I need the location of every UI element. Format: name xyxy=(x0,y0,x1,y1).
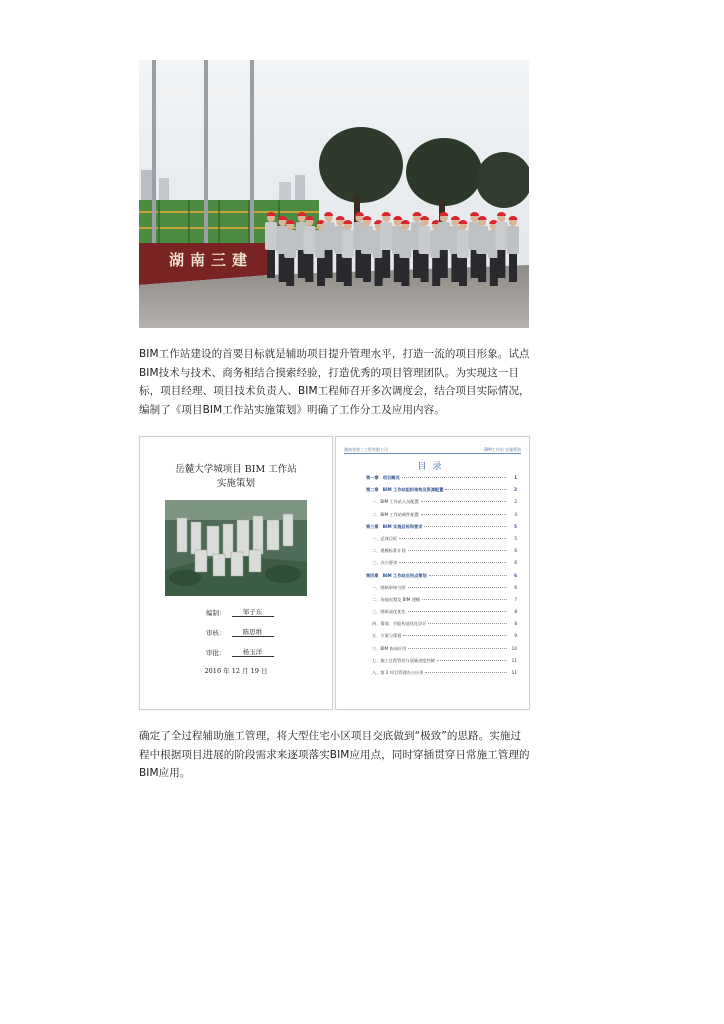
toc-leader-dots xyxy=(399,538,507,539)
toc-entry-title: 第三章 BIM 实施目标和要求 xyxy=(366,523,423,529)
toc-entry-page: 8 xyxy=(514,609,517,615)
toc-entry-title: 二、建模标准计划 xyxy=(372,548,406,554)
toc-entry-page: 6 xyxy=(514,572,517,578)
toc-entry-page: 6 xyxy=(514,560,517,566)
cover-field-label: 编制： xyxy=(206,609,226,617)
toc-entry-title: 二、场地布置及 BIM 建模 xyxy=(372,596,421,602)
toc-entry-page: 5 xyxy=(514,535,517,541)
cover-date: 2016 年 12 月 19 日 xyxy=(204,667,268,675)
toc-entry-title: 二、BIM 工作站硬件配置 xyxy=(372,511,419,517)
toc-entry xyxy=(366,512,517,524)
toc-header-rule xyxy=(344,453,521,454)
toc-leader-dots xyxy=(408,587,507,588)
cover-field-value: 邹子东 xyxy=(232,607,274,617)
toc-entry xyxy=(366,560,517,572)
toc-entry xyxy=(366,609,517,621)
toc-leader-dots xyxy=(429,575,507,576)
toc-leader-dots xyxy=(437,660,507,661)
toc-entry xyxy=(366,536,517,548)
toc-entry-page: 5 xyxy=(514,523,517,529)
toc-entry xyxy=(366,499,517,511)
toc-entry-page: 7 xyxy=(514,596,517,602)
toc-leader-dots xyxy=(425,672,507,673)
toc-entry-title: 一、图纸审核与图 xyxy=(372,584,406,590)
cover-field-reviewer xyxy=(206,627,274,637)
toc-header-left: 湖南省第三工程有限公司 xyxy=(344,447,388,452)
toc-leader-dots xyxy=(421,514,507,515)
toc-entry xyxy=(366,658,517,670)
toc-leader-dots xyxy=(422,599,507,600)
toc-leader-dots xyxy=(403,635,507,636)
toc-entry xyxy=(366,621,517,633)
toc-entry xyxy=(366,548,517,560)
cover-field-author xyxy=(206,607,274,617)
toc-title: 目录 xyxy=(417,462,448,472)
toc-entry-page: 2 xyxy=(514,499,517,505)
toc-list xyxy=(366,475,517,682)
toc-entry-page: 1 xyxy=(514,475,517,480)
company-sign-text: 湖南三建 xyxy=(169,251,254,269)
paragraph-conclusion: 确定了全过程辅助施工管理，将大型住宅小区项目交底做到“极致”的思路。实施过程中根据项目进展的阶段需求来逐项落实BIM应用点，同时穿插贯穿日常施工管理的BIM应用。 xyxy=(139,730,530,779)
toc-entry-page: 2 xyxy=(514,487,517,493)
toc-entry xyxy=(366,597,517,609)
toc-entry-title: 五、方案与策划 xyxy=(372,633,402,639)
toc-leader-dots xyxy=(428,623,507,624)
cover-field-value: 杨玉洋 xyxy=(232,647,274,657)
toc-leader-dots xyxy=(408,550,507,551)
toc-entry xyxy=(366,646,517,658)
toc-entry-page: 11 xyxy=(511,657,517,663)
toc-entry-title: 一、总体目标 xyxy=(372,535,398,541)
team-photo-illustration xyxy=(139,60,529,328)
toc-leader-dots xyxy=(408,611,507,612)
toc-entry-title: 第四章 BIM 工作站应用点策划 xyxy=(366,572,427,578)
toc-entry-title: 三、图纸深化优化 xyxy=(372,609,406,615)
toc-entry-page: 6 xyxy=(514,584,517,590)
cover-title-line1: 岳麓大学城项目 BIM 工作站 xyxy=(175,464,297,475)
toc-entry-title: 六、BIM 协同应用 xyxy=(372,645,407,651)
toc-leader-dots xyxy=(402,477,507,478)
team-photo xyxy=(139,60,529,328)
paragraph-intro: BIM工作站建设的首要目标就是辅助项目提升管理水平，打造一流的项目形象。试点BIM技术与技术、商务相结合摸索经验，打造优秀的项目管理团队。为实现这一目标，项目经理、项目技术负责人、BIM工程师召开多次调度会，结合项目实际情况，编制了《项目BIM工作站实施策划》明确了工作分工及应用内容。 xyxy=(139,348,530,416)
toc-leader-dots xyxy=(424,526,507,527)
toc-leader-dots xyxy=(445,489,507,490)
document-cover-page xyxy=(139,436,333,710)
toc-entry-page: 9 xyxy=(514,633,517,639)
toc-entry xyxy=(366,670,517,682)
cover-field-approver xyxy=(206,647,274,657)
toc-entry-title: 四、幕墙、节能构造优化设计 xyxy=(372,621,427,627)
toc-header-right: BIM工作站 实施策划 xyxy=(484,447,521,452)
toc-entry-page: 6 xyxy=(514,548,517,554)
toc-leader-dots xyxy=(408,648,507,649)
toc-leader-dots xyxy=(399,562,507,563)
toc-entry xyxy=(366,487,517,499)
document-toc-page xyxy=(335,436,530,710)
toc-entry-page: 8 xyxy=(514,621,517,627)
toc-entry-title: 第一章 项目概况 xyxy=(366,475,400,480)
toc-entry xyxy=(366,633,517,645)
cover-rendering-image xyxy=(165,500,307,596)
toc-entry xyxy=(366,524,517,536)
toc-leader-dots xyxy=(421,501,507,502)
toc-entry xyxy=(366,475,517,487)
toc-entry xyxy=(366,573,517,585)
cover-title-line2: 实施策划 xyxy=(216,478,255,489)
toc-entry-title: 三、办公要求 xyxy=(372,560,398,566)
toc-entry-title: 八、第 2 项目管理办公应用 xyxy=(372,670,424,675)
toc-entry-title: 七、施工过程管控与质量进度控制 xyxy=(372,657,435,663)
cover-field-label: 审核： xyxy=(206,629,226,637)
toc-entry-page: 4 xyxy=(514,511,517,517)
toc-entry-page: 10 xyxy=(511,645,517,651)
toc-entry-title: 第二章 BIM 工作站组织架构及资源配置 xyxy=(366,487,444,493)
cover-field-value: 陈思维 xyxy=(232,627,274,637)
toc-entry xyxy=(366,585,517,597)
toc-entry-page: 11 xyxy=(511,670,517,675)
toc-entry-title: 一、BIM 工作站人员配置 xyxy=(372,499,419,505)
cover-field-label: 审批： xyxy=(206,649,226,657)
